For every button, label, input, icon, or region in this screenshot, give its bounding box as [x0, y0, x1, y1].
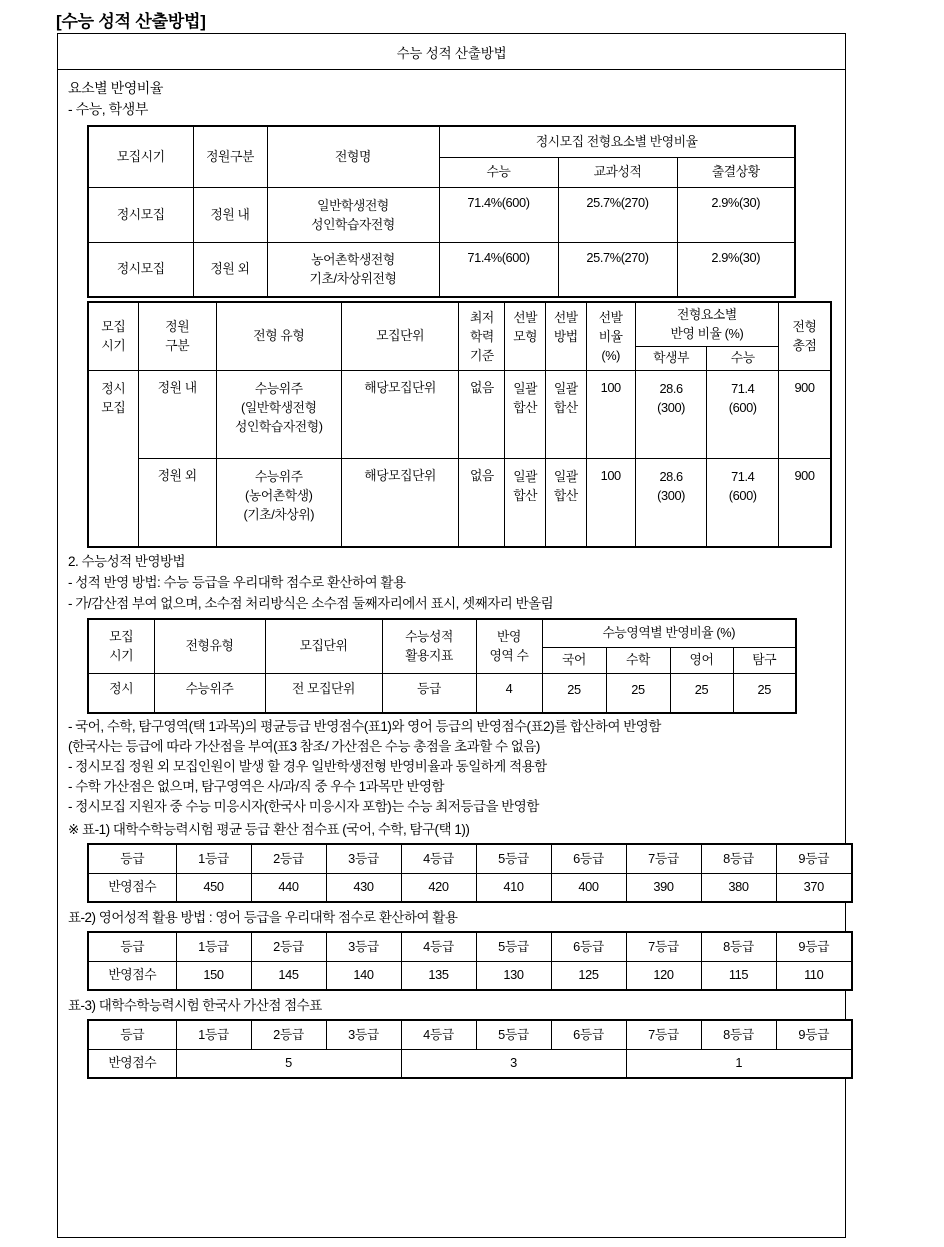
table-row [88, 370, 831, 458]
th-select-ratio [586, 302, 635, 370]
cell-bonus-group-2: 3 [401, 1049, 626, 1078]
cell-quota: 정원 내 [138, 370, 216, 458]
th-grade-6: 6등급 [551, 1020, 626, 1049]
th-ratio-l3: (%) [601, 347, 621, 363]
th-grade-3: 3등급 [326, 932, 401, 961]
th-areas-l1: 반영 [497, 629, 521, 645]
th-grade-3: 3등급 [326, 844, 401, 873]
th-subject-grade: 교과성적 [558, 157, 677, 187]
cell-period: 정시모집 [88, 242, 193, 297]
th-type-name: 전형명 [267, 126, 439, 187]
cell-quota: 정원 외 [138, 458, 216, 547]
cell-student-record [635, 458, 707, 547]
cell-type-l3: 성인학습자전형) [234, 418, 323, 434]
section1-title: 요소별 반영비율 [68, 80, 163, 96]
th-quota [138, 302, 216, 370]
cell-model [505, 458, 546, 547]
cell-score-2: 440 [251, 873, 326, 902]
cell-subject: 25.7%(270) [558, 187, 677, 242]
cell-score-7: 390 [626, 873, 701, 902]
th-index-l1: 수능성적 [405, 629, 453, 645]
cell-period-l2: 모집 [101, 399, 126, 415]
table-row [88, 1049, 852, 1078]
th-group-ratio: 정시모집 전형요소별 반영비율 [439, 126, 795, 157]
th-index-l2: 활용지표 [405, 648, 453, 664]
th-grade-1: 1등급 [176, 844, 251, 873]
th-grade-label: 등급 [88, 1020, 176, 1049]
th-area-count [476, 619, 542, 673]
type-line-1: 일반학생전형 [317, 197, 389, 213]
table-row [88, 242, 795, 297]
th-grade-2: 2등급 [251, 844, 326, 873]
cell-method-l1: 일괄 [553, 468, 578, 484]
th-grade-2: 2등급 [251, 1020, 326, 1049]
note-4: - 수학 가산점은 없으며, 탐구영역은 사/과/직 중 우수 1과목만 반영함 [68, 779, 445, 794]
th-model-l2: 모형 [513, 329, 538, 344]
cell-method-l2: 합산 [553, 399, 578, 415]
cell-score-5: 410 [476, 873, 551, 902]
cell-suneung-l1: 71.4 [731, 468, 755, 484]
th-index [382, 619, 476, 673]
th-grade-7: 7등급 [626, 1020, 701, 1049]
cell-student-record [635, 370, 707, 458]
cell-attendance: 2.9%(30) [677, 187, 795, 242]
cell-score-8: 380 [701, 873, 776, 902]
grade-table-3-caption: 표-3) 대학수학능력시험 한국사 가산점 점수표 [68, 998, 322, 1013]
cell-suneung-l2: (600) [728, 399, 757, 415]
table-row [88, 1020, 852, 1049]
th-ratio-l1: 선발 [598, 309, 623, 325]
cell-score-4: 135 [401, 961, 476, 990]
cell-type-l1: 수능위주 [254, 380, 303, 396]
note-5: - 정시모집 지원자 중 수능 미응시자(한국사 미응시자 포함)는 수능 최저등급을 반영함 [68, 799, 539, 814]
grade-table-1-caption: ※ 표-1) 대학수학능력시험 평균 등급 환산 점수표 (국어, 수학, 탐구(택 1)) [68, 822, 470, 837]
cell-score-5: 130 [476, 961, 551, 990]
th-period-l2: 시기 [101, 338, 126, 354]
th-grade-8: 8등급 [701, 844, 776, 873]
admission-ratio-table [87, 125, 796, 298]
th-grade-4: 4등급 [401, 844, 476, 873]
th-select-model [505, 302, 546, 370]
table-row [88, 619, 796, 647]
th-suneung: 수능 [439, 157, 558, 187]
th-period [88, 619, 154, 673]
th-grade-7: 7등급 [626, 932, 701, 961]
cell-model-l1: 일괄 [513, 468, 538, 484]
cell-score-4: 420 [401, 873, 476, 902]
th-grade-6: 6등급 [551, 844, 626, 873]
cell-suneung [707, 370, 779, 458]
th-ratio-l2: 비율 [598, 328, 623, 344]
cell-unit: 해당모집단위 [341, 458, 459, 547]
th-total [779, 302, 831, 370]
th-areas-l2: 영역 수 [489, 648, 529, 664]
section1-subtitle: - 수능, 학생부 [68, 101, 148, 117]
cell-unit: 전 모집단위 [265, 673, 382, 713]
cell-suneung-l2: (600) [728, 487, 757, 503]
cell-bonus-group-3: 1 [626, 1049, 852, 1078]
th-grade-5: 5등급 [476, 844, 551, 873]
cell-model-l2: 합산 [513, 399, 538, 415]
note-3: - 정시모집 정원 외 모집인원이 발생 할 경우 일반학생전형 반영비율과 동일하게 적용함 [68, 759, 547, 774]
cell-score-3: 140 [326, 961, 401, 990]
table-row [88, 458, 831, 547]
cell-method [546, 458, 587, 547]
th-quota-l1: 정원 [165, 319, 190, 335]
th-grade-label: 등급 [88, 932, 176, 961]
th-model-l1: 선발 [513, 310, 538, 325]
cell-type-l2: (일반학생전형 [240, 399, 317, 415]
th-grade-2: 2등급 [251, 932, 326, 961]
cell-korean: 25 [542, 673, 606, 713]
grade-table-2-caption: 표-2) 영어성적 활용 방법 : 영어 등급을 우리대학 점수로 환산하여 활용 [68, 910, 458, 925]
cell-score-2: 145 [251, 961, 326, 990]
table-row [88, 873, 852, 902]
th-period-l2: 시기 [109, 648, 134, 664]
th-min-standard [459, 302, 505, 370]
suneung-area-ratio-table [87, 618, 797, 714]
th-select-method [546, 302, 587, 370]
table-row [88, 673, 796, 713]
cell-type: 수능위주 [154, 673, 265, 713]
cell-type [216, 458, 341, 547]
cell-student-l1: 28.6 [659, 468, 683, 484]
th-grade-5: 5등급 [476, 932, 551, 961]
document-title: 수능 성적 산출방법 [396, 45, 507, 61]
type-line-2: 성인학습자전형 [311, 216, 395, 232]
section2-bullet-2: - 가/감산점 부여 없으며, 소수점 처리방식은 소수점 둘째자리에서 표시, 셋째자리 반올림 [68, 596, 554, 611]
type-line-2: 기초/차상위전형 [309, 271, 397, 287]
cell-score-9: 370 [776, 873, 852, 902]
cell-score-8: 115 [701, 961, 776, 990]
grade-conversion-table-1 [87, 843, 853, 903]
cell-period: 정시 [88, 673, 154, 713]
cell-score-3: 430 [326, 873, 401, 902]
th-quota-l2: 구분 [165, 338, 190, 354]
cell-type-name [267, 187, 439, 242]
korean-history-bonus-table [87, 1019, 853, 1079]
note-2: (한국사는 등급에 따라 가산점을 부여(표3 참조/ 가산점은 수능 총점을 초과할 수 없음) [68, 739, 540, 754]
th-grade-4: 4등급 [401, 1020, 476, 1049]
th-grade-4: 4등급 [401, 932, 476, 961]
cell-total: 900 [779, 458, 831, 547]
cell-type-l3: (기초/차상위) [243, 506, 315, 522]
th-student-record: 학생부 [635, 346, 707, 370]
th-min-l3: 기준 [469, 347, 494, 363]
th-inquiry: 탐구 [733, 647, 796, 673]
th-grade-8: 8등급 [701, 1020, 776, 1049]
th-period-l1: 모집 [109, 629, 134, 645]
cell-period [88, 370, 138, 547]
cell-suneung: 71.4%(600) [439, 187, 558, 242]
cell-period: 정시모집 [88, 187, 193, 242]
grade-conversion-table-2 [87, 931, 853, 991]
table-row [88, 961, 852, 990]
table-row [88, 932, 852, 961]
th-grade-7: 7등급 [626, 844, 701, 873]
th-type: 전형유형 [154, 619, 265, 673]
th-score-label: 반영점수 [88, 1049, 176, 1078]
note-1: - 국어, 수학, 탐구영역(택 1과목)의 평균등급 반영점수(표1)와 영어 등급의 반영점수(표2)를 합산하여 반영함 [68, 719, 661, 734]
section2-bullet-1: - 성적 반영 방법: 수능 등급을 우리대학 점수로 환산하여 활용 [68, 575, 406, 590]
th-total-l1: 전형 [792, 319, 817, 335]
th-grade-9: 9등급 [776, 932, 852, 961]
cell-type-l1: 수능위주 [254, 468, 303, 484]
th-grade-3: 3등급 [326, 1020, 401, 1049]
cell-min: 없음 [459, 370, 505, 458]
th-suneung: 수능 [707, 346, 779, 370]
cell-attendance: 2.9%(30) [677, 242, 795, 297]
th-group-l1: 전형요소별 [677, 307, 737, 323]
th-grade-1: 1등급 [176, 932, 251, 961]
cell-score-6: 400 [551, 873, 626, 902]
document-heading: [수능 성적 산출방법] [56, 12, 206, 31]
cell-ratio: 100 [586, 458, 635, 547]
th-total-l2: 총점 [792, 338, 817, 354]
document-title-bar [58, 34, 845, 70]
th-min-l2: 학력 [469, 328, 494, 344]
table-row [88, 126, 795, 157]
table-row [88, 187, 795, 242]
cell-type [216, 370, 341, 458]
th-score-label: 반영점수 [88, 961, 176, 990]
th-method-l1: 선발 [553, 310, 578, 325]
th-group-area-ratio: 수능영역별 반영비율 (%) [542, 619, 796, 647]
cell-score-7: 120 [626, 961, 701, 990]
th-unit: 모집단위 [341, 302, 459, 370]
cell-quota: 정원 외 [193, 242, 267, 297]
th-method-l2: 방법 [553, 329, 578, 344]
cell-quota: 정원 내 [193, 187, 267, 242]
cell-method-l1: 일괄 [553, 380, 578, 396]
cell-total: 900 [779, 370, 831, 458]
th-grade-1: 1등급 [176, 1020, 251, 1049]
cell-method-l2: 합산 [553, 487, 578, 503]
cell-student-l1: 28.6 [659, 380, 683, 396]
cell-bonus-group-1: 5 [176, 1049, 401, 1078]
cell-type-name [267, 242, 439, 297]
cell-model [505, 370, 546, 458]
th-grade-6: 6등급 [551, 932, 626, 961]
cell-suneung [707, 458, 779, 547]
type-line-1: 농어촌학생전형 [311, 252, 395, 268]
cell-english: 25 [670, 673, 733, 713]
cell-unit: 해당모집단위 [341, 370, 459, 458]
cell-type-l2: (농어촌학생) [245, 487, 313, 503]
cell-student-l2: (300) [657, 399, 686, 415]
section2-title: 2. 수능성적 반영방법 [68, 554, 186, 569]
cell-student-l2: (300) [657, 487, 686, 503]
selection-detail-table [87, 301, 832, 548]
th-period: 모집시기 [88, 126, 193, 187]
cell-method [546, 370, 587, 458]
cell-index: 등급 [382, 673, 476, 713]
cell-min: 없음 [459, 458, 505, 547]
document-body [58, 70, 845, 1079]
cell-subject: 25.7%(270) [558, 242, 677, 297]
th-grade-9: 9등급 [776, 1020, 852, 1049]
cell-score-1: 450 [176, 873, 251, 902]
cell-inquiry: 25 [733, 673, 796, 713]
th-period-l1: 모집 [101, 319, 126, 335]
th-grade-label: 등급 [88, 844, 176, 873]
th-period [88, 302, 138, 370]
th-group-l2: 반영 비율 (%) [670, 326, 744, 342]
cell-score-1: 150 [176, 961, 251, 990]
cell-period-l1: 정시 [101, 380, 126, 396]
th-korean: 국어 [542, 647, 606, 673]
th-type: 전형 유형 [216, 302, 341, 370]
cell-suneung-l1: 71.4 [731, 380, 755, 396]
cell-score-9: 110 [776, 961, 852, 990]
th-score-label: 반영점수 [88, 873, 176, 902]
table-row [88, 844, 852, 873]
cell-score-6: 125 [551, 961, 626, 990]
th-english: 영어 [670, 647, 733, 673]
th-grade-8: 8등급 [701, 932, 776, 961]
th-attendance: 출결상황 [677, 157, 795, 187]
cell-model-l2: 합산 [513, 487, 538, 503]
th-grade-9: 9등급 [776, 844, 852, 873]
cell-model-l1: 일괄 [513, 380, 538, 396]
cell-suneung: 71.4%(600) [439, 242, 558, 297]
th-grade-5: 5등급 [476, 1020, 551, 1049]
th-quota: 정원구분 [193, 126, 267, 187]
cell-area-count: 4 [476, 673, 542, 713]
document-outer-frame [57, 33, 846, 1238]
th-math: 수학 [606, 647, 670, 673]
th-unit: 모집단위 [265, 619, 382, 673]
table-row [88, 302, 831, 346]
cell-math: 25 [606, 673, 670, 713]
cell-ratio: 100 [586, 370, 635, 458]
th-group-element-ratio [635, 302, 778, 346]
th-min-l1: 최저 [469, 309, 494, 325]
